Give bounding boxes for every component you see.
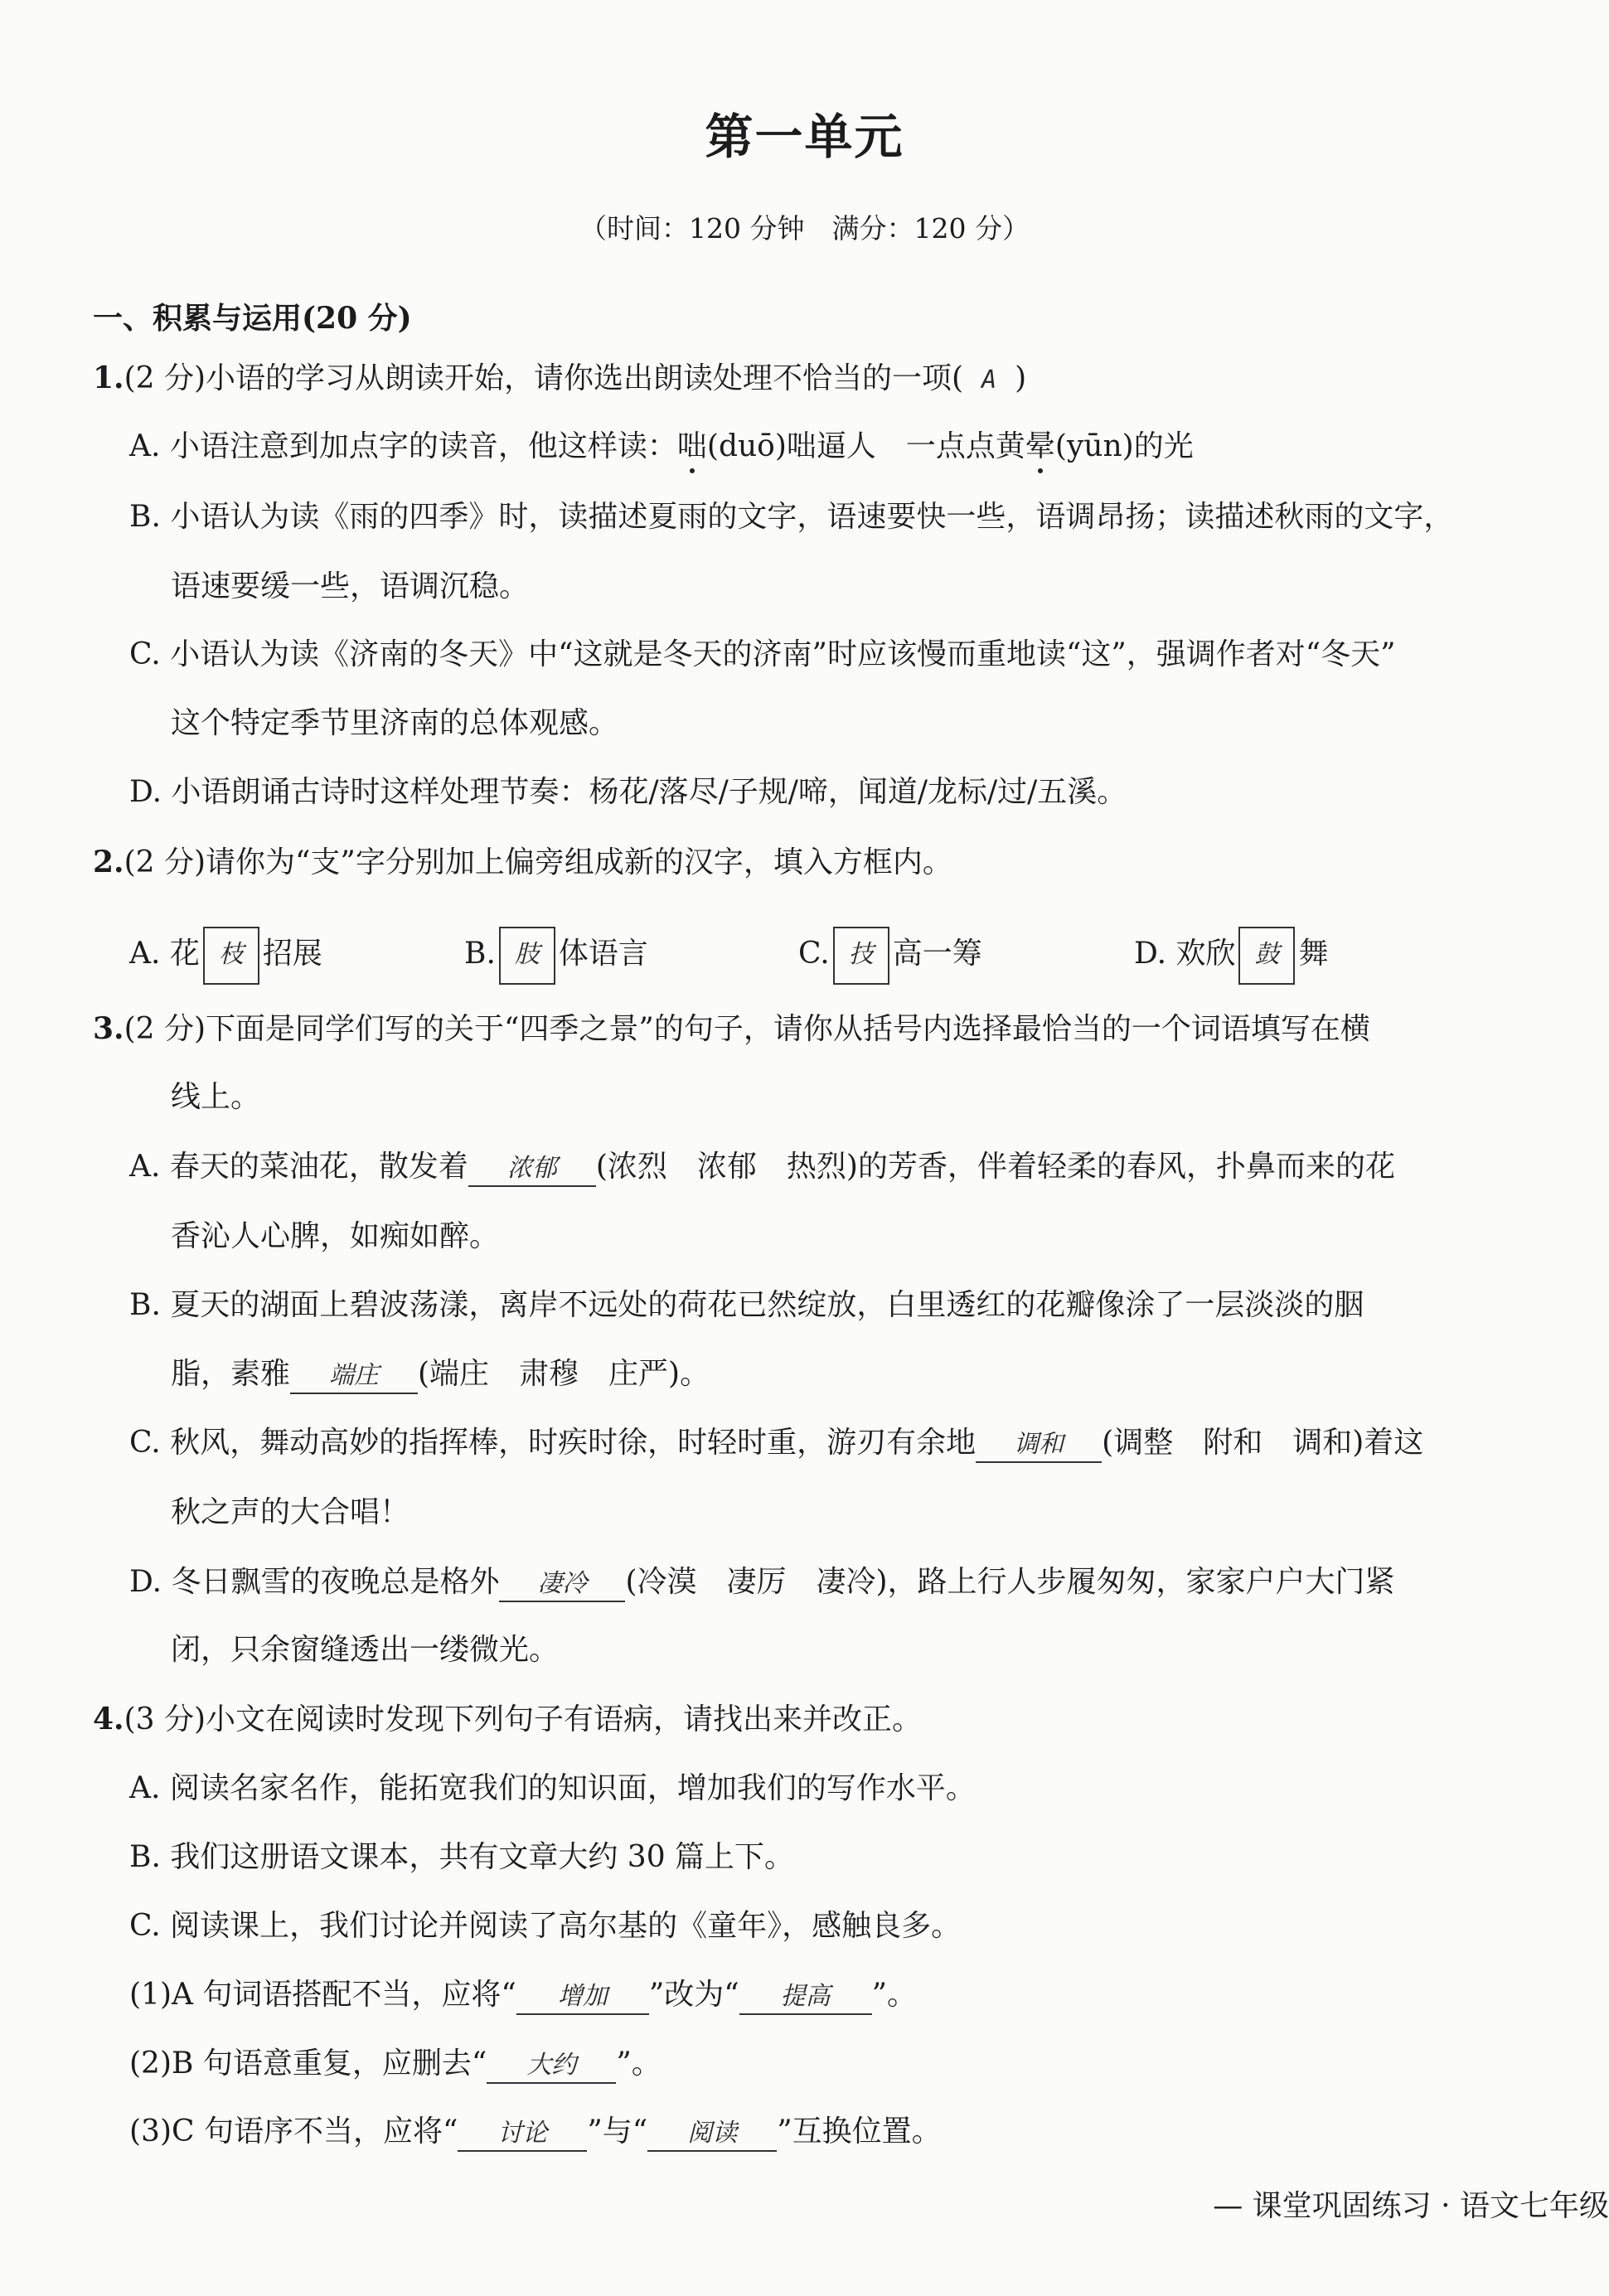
q3-option-c-line1: C. 秋风，舞动高妙的指挥棒，时疾时徐，时轻时重，游刃有余地 调和 (调整 附和 调和)着这 [129, 1425, 1423, 1463]
answer-blank: 端庄 [290, 1359, 418, 1394]
answer-blank: 大约 [487, 2049, 616, 2084]
q3-option-c-line2: 秋之声的大合唱！ [171, 1495, 410, 1529]
q4-sub-3: (3)C 句语序不当，应将“ 讨论 ”与“ 阅读 ”互换位置。 [129, 2114, 942, 2152]
q1-option-a: A. 小语注意到加点字的读音，他这样读：咄(duō)咄逼人 一点点黄晕(yūn)的光 [129, 429, 1194, 463]
dotted-char: 咄 [676, 429, 707, 463]
question-number: 1. [93, 361, 124, 395]
question-number: 2. [93, 845, 124, 879]
q3-option-a-line2: 香沁人心脾，如痴如醉。 [171, 1219, 500, 1253]
question-1-stem: 1.(2 分)小语的学习从朗读开始，请你选出朗读处理不恰当的一项( A ) [93, 361, 1027, 395]
section-heading: 一、积累与运用(20 分) [93, 301, 412, 336]
answer-blank: 凄冷 [499, 1567, 625, 1602]
q2-item-d: D. 欢欣 鼓 舞 [1134, 927, 1328, 985]
q1-option-c-line2: 这个特定季节里济南的总体观感。 [171, 706, 619, 740]
question-3-stem-line2: 线上。 [171, 1080, 261, 1114]
page-title: 第一单元 [705, 109, 904, 165]
question-4-stem: 4.(3 分)小文在阅读时发现下列句子有语病，请找出来并改正。 [93, 1702, 923, 1737]
answer-box: 枝 [203, 927, 259, 985]
dotted-char: 晕 [1025, 429, 1055, 463]
q3-option-b-line1: B. 夏天的湖面上碧波荡漾，离岸不远处的荷花已然绽放，白里透红的花瓣像涂了一层淡淡的胭 [129, 1288, 1364, 1322]
q4-sub-1: (1)A 句词语搭配不当，应将“ 增加 ”改为“ 提高 ”。 [129, 1977, 917, 2015]
q3-option-a-line1: A. 春天的菜油花，散发着 浓郁 (浓烈 浓郁 热烈)的芳香，伴着轻柔的春风，扑鼻而来的花 [129, 1149, 1395, 1187]
answer-box: 鼓 [1238, 927, 1295, 985]
question-2-stem: 2.(2 分)请你为“支”字分别加上偏旁组成新的汉字，填入方框内。 [93, 845, 952, 879]
q4-sub-2: (2)B 句语意重复，应删去“ 大约 ”。 [129, 2046, 662, 2084]
q3-option-b-line2: 脂，素雅 端庄 (端庄 肃穆 庄严)。 [171, 1356, 710, 1394]
q3-option-d-line2: 闭，只余窗缝透出一缕微光。 [171, 1633, 560, 1667]
exam-info: （时间：120 分钟 满分：120 分） [579, 212, 1030, 245]
page-footer: — 课堂巩固练习 · 语文七年级 [1213, 2189, 1609, 2223]
answer-blank: 调和 [976, 1428, 1102, 1463]
answer-handwritten: A [981, 366, 997, 395]
answer-box: 技 [833, 927, 889, 985]
answer-box: 肢 [499, 927, 555, 985]
q2-item-b: B. 肢 体语言 [464, 927, 648, 985]
q2-item-a: A. 花 枝 招展 [129, 927, 322, 985]
answer-blank: 提高 [739, 1980, 872, 2015]
question-3-stem-line1: 3.(2 分)下面是同学们写的关于“四季之景”的句子，请你从括号内选择最恰当的一个词语填写在横 [93, 1011, 1370, 1046]
answer-blank: 讨论 [458, 2117, 587, 2152]
q3-option-d-line1: D. 冬日飘雪的夜晚总是格外 凄冷 (冷漠 凄厉 凄冷)，路上行人步履匆匆，家家户户大门紧 [129, 1564, 1395, 1602]
q4-sentence-a: A. 阅读名家名作，能拓宽我们的知识面，增加我们的写作水平。 [129, 1771, 976, 1805]
q4-sentence-c: C. 阅读课上，我们讨论并阅读了高尔基的《童年》，感触良多。 [129, 1909, 962, 1943]
q1-option-b-line2: 语速要缓一些，语调沉稳。 [171, 569, 530, 603]
q4-sentence-b: B. 我们这册语文课本，共有文章大约 30 篇上下。 [129, 1840, 795, 1874]
q2-item-c: C. 技 高一筹 [798, 927, 982, 985]
q1-option-b-line1: B. 小语认为读《雨的四季》时，读描述夏雨的文字，语速要快一些，语调昂扬；读描述秋雨的文字， [129, 500, 1454, 534]
answer-blank: 增加 [516, 1980, 649, 2015]
question-number: 3. [93, 1011, 124, 1046]
q1-option-c-line1: C. 小语认为读《济南的冬天》中“这就是冬天的济南”时应该慢而重地读“这”，强调作者对“冬天” [129, 637, 1396, 671]
answer-blank: 阅读 [647, 2117, 777, 2152]
question-number: 4. [93, 1702, 124, 1737]
q1-option-d: D. 小语朗诵古诗时这样处理节奏：杨花/落尽/子规/啼，闻道/龙标/过/五溪。 [129, 775, 1127, 809]
answer-blank: 浓郁 [468, 1152, 596, 1187]
